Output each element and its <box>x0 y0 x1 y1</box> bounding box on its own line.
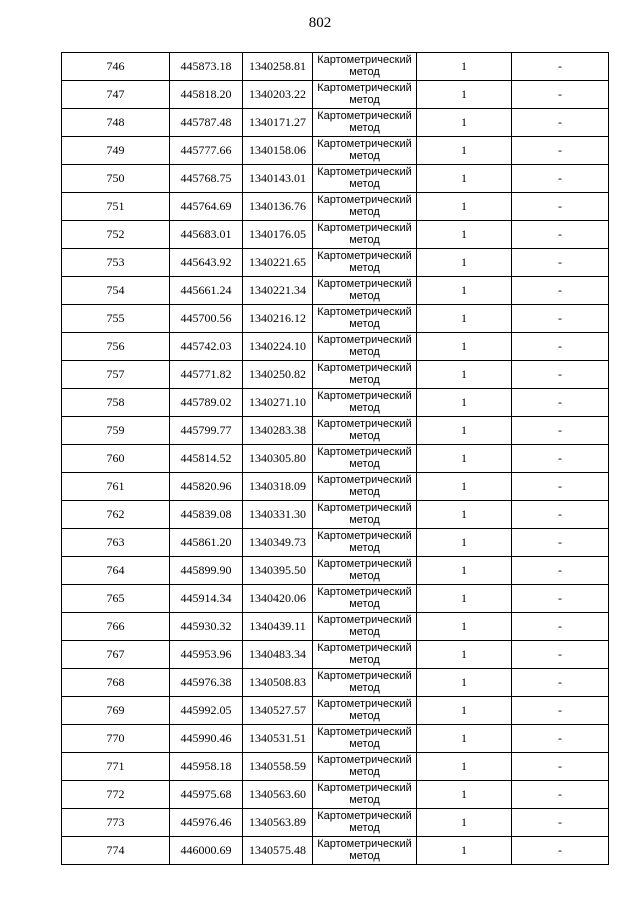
quantity-cell: 1 <box>417 53 512 81</box>
y-coordinate-cell: 1340439.11 <box>243 613 313 641</box>
method-line1: Картометрический <box>317 838 412 850</box>
table-row <box>62 193 609 221</box>
y-coordinate-cell: 1340258.81 <box>243 53 313 81</box>
method-line1: Картометрический <box>317 586 412 598</box>
x-coordinate-cell: 445661.24 <box>170 277 243 305</box>
y-coordinate-cell: 1340395.50 <box>243 557 313 585</box>
y-coordinate-cell: 1340483.34 <box>243 641 313 669</box>
table-row <box>62 753 609 781</box>
y-coordinate-cell: 1340305.80 <box>243 445 313 473</box>
method-cell <box>313 333 417 361</box>
table-row <box>62 445 609 473</box>
method-cell <box>313 557 417 585</box>
quantity-cell: 1 <box>417 557 512 585</box>
dash-cell: - <box>512 473 609 501</box>
dash-cell: - <box>512 53 609 81</box>
x-coordinate-cell: 445975.68 <box>170 781 243 809</box>
quantity-cell: 1 <box>417 529 512 557</box>
point-number-cell: 748 <box>62 109 170 137</box>
method-line2: метод <box>349 430 380 442</box>
method-line1: Картометрический <box>317 446 412 458</box>
quantity-cell: 1 <box>417 669 512 697</box>
method-cell <box>313 753 417 781</box>
method-line1: Картометрический <box>317 166 412 178</box>
x-coordinate-cell: 445976.38 <box>170 669 243 697</box>
point-number-cell: 757 <box>62 361 170 389</box>
method-line2: метод <box>349 598 380 610</box>
table-row <box>62 305 609 333</box>
method-line1: Картометрический <box>317 810 412 822</box>
table-row <box>62 165 609 193</box>
method-line2: метод <box>349 374 380 386</box>
point-number-cell: 763 <box>62 529 170 557</box>
method-line1: Картометрический <box>317 698 412 710</box>
point-number-cell: 774 <box>62 837 170 865</box>
quantity-cell: 1 <box>417 837 512 865</box>
quantity-cell: 1 <box>417 249 512 277</box>
quantity-cell: 1 <box>417 641 512 669</box>
method-line2: метод <box>349 66 380 78</box>
table-body <box>62 53 609 865</box>
method-line2: метод <box>349 458 380 470</box>
point-number-cell: 755 <box>62 305 170 333</box>
table-row <box>62 333 609 361</box>
table-row <box>62 277 609 305</box>
point-number-cell: 769 <box>62 697 170 725</box>
method-line2: метод <box>349 234 380 246</box>
table-row <box>62 137 609 165</box>
dash-cell: - <box>512 389 609 417</box>
x-coordinate-cell: 445742.03 <box>170 333 243 361</box>
table-row <box>62 669 609 697</box>
method-cell <box>313 249 417 277</box>
x-coordinate-cell: 445992.05 <box>170 697 243 725</box>
dash-cell: - <box>512 529 609 557</box>
table-row <box>62 53 609 81</box>
y-coordinate-cell: 1340143.01 <box>243 165 313 193</box>
quantity-cell: 1 <box>417 809 512 837</box>
y-coordinate-cell: 1340283.38 <box>243 417 313 445</box>
method-line1: Картометрический <box>317 194 412 206</box>
dash-cell: - <box>512 249 609 277</box>
method-line2: метод <box>349 402 380 414</box>
dash-cell: - <box>512 137 609 165</box>
x-coordinate-cell: 445818.20 <box>170 81 243 109</box>
y-coordinate-cell: 1340136.76 <box>243 193 313 221</box>
y-coordinate-cell: 1340575.48 <box>243 837 313 865</box>
method-line2: метод <box>349 262 380 274</box>
table-row <box>62 389 609 417</box>
point-number-cell: 773 <box>62 809 170 837</box>
table-row <box>62 109 609 137</box>
quantity-cell: 1 <box>417 333 512 361</box>
y-coordinate-cell: 1340563.89 <box>243 809 313 837</box>
dash-cell: - <box>512 781 609 809</box>
point-number-cell: 761 <box>62 473 170 501</box>
method-line1: Картометрический <box>317 278 412 290</box>
method-cell <box>313 221 417 249</box>
method-cell <box>313 389 417 417</box>
y-coordinate-cell: 1340331.30 <box>243 501 313 529</box>
point-number-cell: 772 <box>62 781 170 809</box>
point-number-cell: 766 <box>62 613 170 641</box>
method-line1: Картометрический <box>317 754 412 766</box>
x-coordinate-cell: 445777.66 <box>170 137 243 165</box>
method-line1: Картометрический <box>317 138 412 150</box>
quantity-cell: 1 <box>417 305 512 333</box>
dash-cell: - <box>512 361 609 389</box>
method-cell <box>313 53 417 81</box>
table-row <box>62 809 609 837</box>
point-number-cell: 751 <box>62 193 170 221</box>
method-cell <box>313 697 417 725</box>
x-coordinate-cell: 445930.32 <box>170 613 243 641</box>
dash-cell: - <box>512 277 609 305</box>
dash-cell: - <box>512 333 609 361</box>
y-coordinate-cell: 1340250.82 <box>243 361 313 389</box>
table-row <box>62 697 609 725</box>
point-number-cell: 767 <box>62 641 170 669</box>
dash-cell: - <box>512 193 609 221</box>
method-line2: метод <box>349 178 380 190</box>
quantity-cell: 1 <box>417 613 512 641</box>
y-coordinate-cell: 1340221.34 <box>243 277 313 305</box>
dash-cell: - <box>512 613 609 641</box>
method-line2: метод <box>349 710 380 722</box>
method-cell <box>313 613 417 641</box>
method-cell <box>313 137 417 165</box>
method-line1: Картометрический <box>317 782 412 794</box>
dash-cell: - <box>512 585 609 613</box>
point-number-cell: 770 <box>62 725 170 753</box>
dash-cell: - <box>512 809 609 837</box>
method-cell <box>313 277 417 305</box>
point-number-cell: 768 <box>62 669 170 697</box>
method-cell <box>313 193 417 221</box>
method-cell <box>313 781 417 809</box>
y-coordinate-cell: 1340203.22 <box>243 81 313 109</box>
table-row <box>62 725 609 753</box>
y-coordinate-cell: 1340349.73 <box>243 529 313 557</box>
table-row <box>62 557 609 585</box>
quantity-cell: 1 <box>417 361 512 389</box>
y-coordinate-cell: 1340271.10 <box>243 389 313 417</box>
dash-cell: - <box>512 753 609 781</box>
method-cell <box>313 837 417 865</box>
method-line2: метод <box>349 654 380 666</box>
method-line2: метод <box>349 766 380 778</box>
point-number-cell: 753 <box>62 249 170 277</box>
method-cell <box>313 165 417 193</box>
x-coordinate-cell: 445764.69 <box>170 193 243 221</box>
method-line1: Картометрический <box>317 642 412 654</box>
x-coordinate-cell: 445820.96 <box>170 473 243 501</box>
table-row <box>62 641 609 669</box>
method-line1: Картометрический <box>317 110 412 122</box>
method-line1: Картометрический <box>317 306 412 318</box>
quantity-cell: 1 <box>417 697 512 725</box>
point-number-cell: 754 <box>62 277 170 305</box>
dash-cell: - <box>512 669 609 697</box>
method-line1: Картометрический <box>317 614 412 626</box>
quantity-cell: 1 <box>417 193 512 221</box>
method-line2: метод <box>349 318 380 330</box>
point-number-cell: 764 <box>62 557 170 585</box>
y-coordinate-cell: 1340176.05 <box>243 221 313 249</box>
method-line1: Картометрический <box>317 362 412 374</box>
point-number-cell: 771 <box>62 753 170 781</box>
x-coordinate-cell: 445771.82 <box>170 361 243 389</box>
x-coordinate-cell: 446000.69 <box>170 837 243 865</box>
y-coordinate-cell: 1340508.83 <box>243 669 313 697</box>
dash-cell: - <box>512 81 609 109</box>
x-coordinate-cell: 445799.77 <box>170 417 243 445</box>
method-line2: метод <box>349 822 380 834</box>
method-line1: Картометрический <box>317 390 412 402</box>
dash-cell: - <box>512 109 609 137</box>
method-line1: Картометрический <box>317 670 412 682</box>
method-line1: Картометрический <box>317 474 412 486</box>
table-row <box>62 221 609 249</box>
method-line2: метод <box>349 290 380 302</box>
method-line1: Картометрический <box>317 418 412 430</box>
point-number-cell: 759 <box>62 417 170 445</box>
method-line2: метод <box>349 150 380 162</box>
y-coordinate-cell: 1340158.06 <box>243 137 313 165</box>
x-coordinate-cell: 445787.48 <box>170 109 243 137</box>
method-line2: метод <box>349 570 380 582</box>
y-coordinate-cell: 1340224.10 <box>243 333 313 361</box>
method-line2: метод <box>349 794 380 806</box>
x-coordinate-cell: 445643.92 <box>170 249 243 277</box>
method-line2: метод <box>349 122 380 134</box>
method-line1: Картометрический <box>317 726 412 738</box>
x-coordinate-cell: 445899.90 <box>170 557 243 585</box>
coordinates-table <box>61 52 609 865</box>
y-coordinate-cell: 1340531.51 <box>243 725 313 753</box>
x-coordinate-cell: 445914.34 <box>170 585 243 613</box>
method-cell <box>313 445 417 473</box>
point-number-cell: 758 <box>62 389 170 417</box>
method-line2: метод <box>349 682 380 694</box>
quantity-cell: 1 <box>417 445 512 473</box>
dash-cell: - <box>512 417 609 445</box>
method-line1: Картометрический <box>317 502 412 514</box>
x-coordinate-cell: 445768.75 <box>170 165 243 193</box>
quantity-cell: 1 <box>417 165 512 193</box>
method-line1: Картометрический <box>317 54 412 66</box>
x-coordinate-cell: 445873.18 <box>170 53 243 81</box>
method-line1: Картометрический <box>317 530 412 542</box>
quantity-cell: 1 <box>417 137 512 165</box>
table-row <box>62 837 609 865</box>
quantity-cell: 1 <box>417 725 512 753</box>
x-coordinate-cell: 445683.01 <box>170 221 243 249</box>
method-cell <box>313 109 417 137</box>
quantity-cell: 1 <box>417 781 512 809</box>
dash-cell: - <box>512 445 609 473</box>
method-line2: метод <box>349 738 380 750</box>
point-number-cell: 750 <box>62 165 170 193</box>
quantity-cell: 1 <box>417 277 512 305</box>
x-coordinate-cell: 445976.46 <box>170 809 243 837</box>
page-number: 802 <box>308 15 332 31</box>
method-line2: метод <box>349 514 380 526</box>
y-coordinate-cell: 1340221.65 <box>243 249 313 277</box>
method-line2: метод <box>349 542 380 554</box>
y-coordinate-cell: 1340527.57 <box>243 697 313 725</box>
method-cell <box>313 669 417 697</box>
method-line2: метод <box>349 626 380 638</box>
quantity-cell: 1 <box>417 221 512 249</box>
method-line1: Картометрический <box>317 222 412 234</box>
method-cell <box>313 585 417 613</box>
method-cell <box>313 473 417 501</box>
x-coordinate-cell: 445700.56 <box>170 305 243 333</box>
quantity-cell: 1 <box>417 81 512 109</box>
dash-cell: - <box>512 557 609 585</box>
x-coordinate-cell: 445953.96 <box>170 641 243 669</box>
x-coordinate-cell: 445814.52 <box>170 445 243 473</box>
table-row <box>62 81 609 109</box>
quantity-cell: 1 <box>417 417 512 445</box>
point-number-cell: 760 <box>62 445 170 473</box>
method-cell <box>313 305 417 333</box>
table-row <box>62 361 609 389</box>
dash-cell: - <box>512 641 609 669</box>
point-number-cell: 765 <box>62 585 170 613</box>
table-row <box>62 417 609 445</box>
quantity-cell: 1 <box>417 753 512 781</box>
method-line2: метод <box>349 850 380 862</box>
method-cell <box>313 809 417 837</box>
quantity-cell: 1 <box>417 501 512 529</box>
point-number-cell: 746 <box>62 53 170 81</box>
dash-cell: - <box>512 221 609 249</box>
method-cell <box>313 417 417 445</box>
method-line1: Картометрический <box>317 334 412 346</box>
y-coordinate-cell: 1340216.12 <box>243 305 313 333</box>
method-line1: Картометрический <box>317 558 412 570</box>
method-cell <box>313 81 417 109</box>
method-cell <box>313 361 417 389</box>
method-line2: метод <box>349 346 380 358</box>
method-line2: метод <box>349 94 380 106</box>
table-row <box>62 249 609 277</box>
quantity-cell: 1 <box>417 109 512 137</box>
y-coordinate-cell: 1340318.09 <box>243 473 313 501</box>
x-coordinate-cell: 445839.08 <box>170 501 243 529</box>
method-cell <box>313 725 417 753</box>
y-coordinate-cell: 1340171.27 <box>243 109 313 137</box>
x-coordinate-cell: 445958.18 <box>170 753 243 781</box>
table-row <box>62 585 609 613</box>
point-number-cell: 762 <box>62 501 170 529</box>
y-coordinate-cell: 1340558.59 <box>243 753 313 781</box>
dash-cell: - <box>512 725 609 753</box>
method-line1: Картометрический <box>317 250 412 262</box>
method-cell <box>313 501 417 529</box>
dash-cell: - <box>512 697 609 725</box>
point-number-cell: 756 <box>62 333 170 361</box>
x-coordinate-cell: 445990.46 <box>170 725 243 753</box>
quantity-cell: 1 <box>417 389 512 417</box>
y-coordinate-cell: 1340563.60 <box>243 781 313 809</box>
method-cell <box>313 529 417 557</box>
table-row <box>62 529 609 557</box>
dash-cell: - <box>512 837 609 865</box>
table-row <box>62 781 609 809</box>
dash-cell: - <box>512 305 609 333</box>
point-number-cell: 752 <box>62 221 170 249</box>
x-coordinate-cell: 445789.02 <box>170 389 243 417</box>
method-cell <box>313 641 417 669</box>
dash-cell: - <box>512 165 609 193</box>
quantity-cell: 1 <box>417 585 512 613</box>
point-number-cell: 747 <box>62 81 170 109</box>
method-line2: метод <box>349 206 380 218</box>
point-number-cell: 749 <box>62 137 170 165</box>
table-row <box>62 501 609 529</box>
table-row <box>62 473 609 501</box>
table-row <box>62 613 609 641</box>
method-line1: Картометрический <box>317 82 412 94</box>
quantity-cell: 1 <box>417 473 512 501</box>
method-line2: метод <box>349 486 380 498</box>
dash-cell: - <box>512 501 609 529</box>
x-coordinate-cell: 445861.20 <box>170 529 243 557</box>
y-coordinate-cell: 1340420.06 <box>243 585 313 613</box>
